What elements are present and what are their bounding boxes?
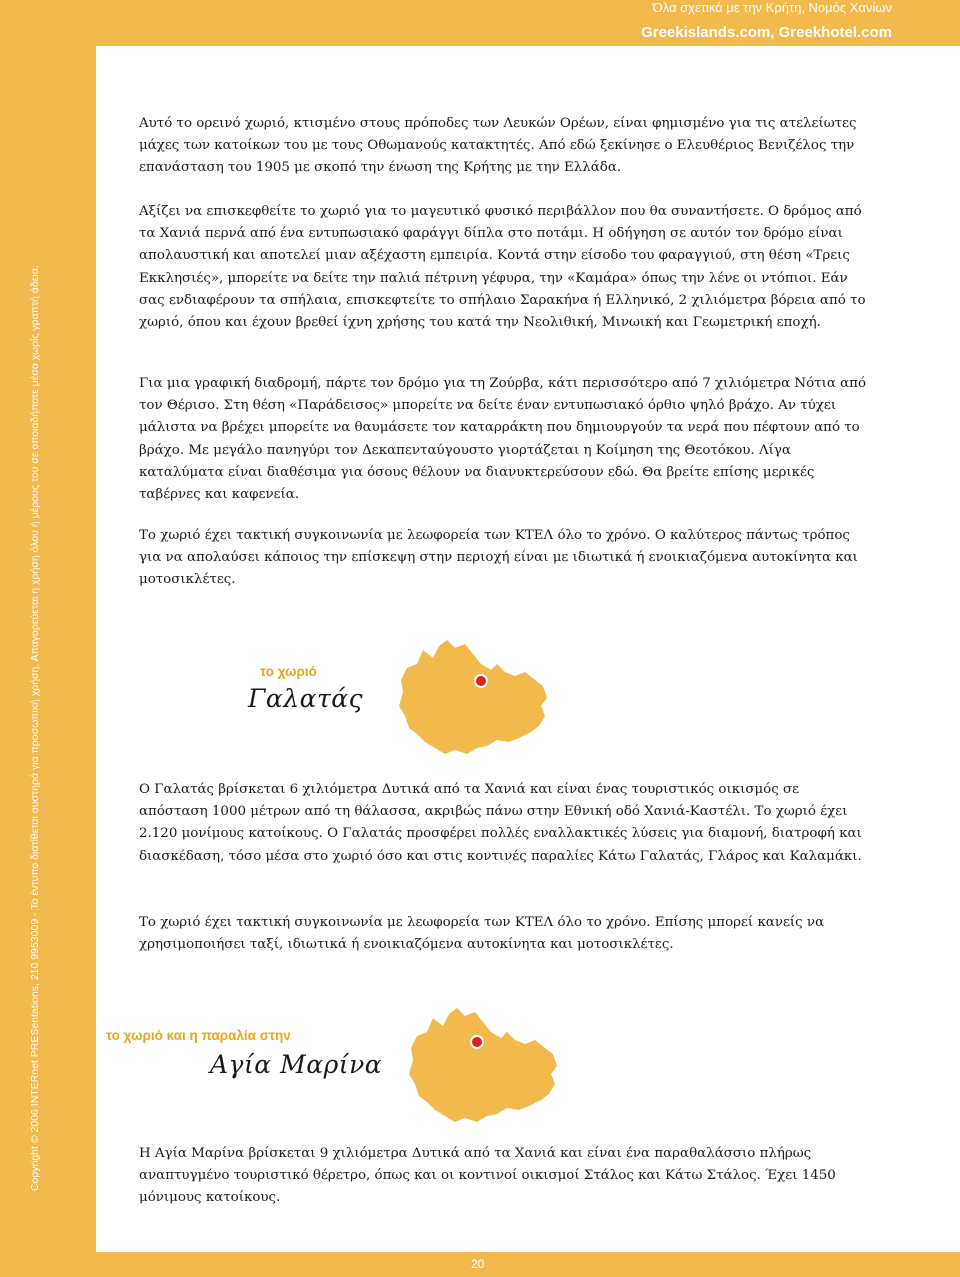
galatas-paragraph-2 [139, 912, 869, 956]
chania-region-shape [409, 1008, 557, 1122]
intro-paragraph-2 [139, 201, 869, 334]
paragraph-text: Το χωριό έχει τακτική συγκοινωνία με λεωφορεία των ΚΤΕΛ όλο το χρόνο. Ο καλύτερος πάντως τρόπος για να απολαύσει κάποιος την επίσκεψη στην περιοχή είναι με ιδιωτικά ή ενοικιαζόμενα αυτοκίνητα και μοτοσικλέτες. [139, 528, 858, 588]
location-marker-icon [475, 675, 487, 687]
agia-marina-title: Αγία Μαρίνα [210, 1050, 383, 1079]
paragraph-text: Η Αγία Μαρίνα βρίσκεται 9 χιλιόμετρα Δυτικά από τα Χανιά και είναι ένα παραθαλάσσιο πλήρως αναπτυγμένο τουριστικό θέρετρο, όπως και οι κοντινοί οικισμοί Στάλος και Κάτω Στάλος. Έχει 1450 μόνιμους κατοίκους. [139, 1146, 836, 1206]
paragraph-text: Για μια γραφική διαδρομή, πάρτε τον δρόμο για τη Ζούρβα, κάτι περισσότερο από 7 χιλιόμετρα Νότια από τον Θέρισο. Στη θέση «Παράδεισος» μπορείτε να δείτε έναν εντυπωσιακό όρθιο ψηλό βράχο. Αν τύχει μάλιστα να βρέχει μπορείτε να θαυμάσετε τον καταρράκτη που δημιουργούν τα νερά που πέφτουν από το βράχο. Με μεγάλο πανηγύρι τον Δεκαπενταύγουστο γιορτάζεται η Κοίμηση της Θεοτόκου. Λίγα καταλύματα είναι διαθέσιμα για όσους θέλουν να διανυκτερεύσουν εδώ. Θα βρείτε επίσης μερικές ταβέρνες και καφενεία. [139, 376, 867, 503]
chania-region-shape [399, 640, 547, 754]
paragraph-text: Ο Γαλατάς βρίσκεται 6 χιλιόμετρα Δυτικά από τα Χανιά και είναι ένας τουριστικός οικισμός σε απόσταση 1000 μέτρων από τη θάλασσα, ακριβώς πάνω στην Εθνική οδό Χανιά-Καστέλι. Το χωριό έχει 2.120 μονίμους κατοίκους. Ο Γαλατάς προσφέρει πολλές εναλλακτικές λύσεις για διαμονή, διατροφή και διασκέδαση, τόσο μέσα στο χωριό όσο και στις κοντινές παραλίες Κάτω Γαλατάς, Γλάρος και Καλαμάκι. [139, 782, 862, 864]
intro-paragraph-3 [139, 373, 869, 506]
paragraph-text: Αξίζει να επισκεφθείτε το χωριό για το μαγευτικό φυσικό περιβάλλον που θα συναντήσετε. Ο δρόμος από τα Χανιά περνά από ένα εντυπωσιακό φαράγγι δίπλα στο ποτάμι. Η οδήγηση σε αυτόν τον δρόμο είναι απολαυστική και αποτελεί μιαν αξέχαστη εμπειρία. Κοντά στην είσοδο του φαραγγιού, στη θέση «Τρεις Εκκλησιές», μπορείτε να δείτε την παλιά πέτρινη γέφυρα, την «Καμάρα» όπως την λένε οι ντόπιοι. Εάν σας ενδιαφέρουν τα σπήλαια, επισκεφτείτε το σπήλαιο Σαρακήνα ή Ελληνικό, 2 χιλιόμετρα βόρεια από το χωριό, όπου και έχουν βρεθεί ίχνη χρήσης του κατά την Νεολιθική, Μινωική και Γεωμετρική εποχή. [139, 204, 866, 331]
page-header [641, 0, 892, 43]
galatas-label-small: το χωριό [260, 664, 317, 679]
paragraph-text: Αυτό το ορεινό χωριό, κτισμένο στους πρόποδες των Λευκών Ορέων, είναι φημισμένο για τις ατελείωτες μάχες των κατοίκων του με τους Οθωμανούς κατακτητές. Από εδώ ξεκίνησε ο Ελευθέριος Βενιζέλος την επανάσταση του 1905 με σκοπό την ένωση της Κρήτης με την Ελλάδα. [139, 116, 857, 176]
header-tagline: Όλα σχετικά με την Κρήτη, Νομός Χανίων [652, 0, 892, 15]
paragraph-text: Το χωριό έχει τακτική συγκοινωνία με λεωφορεία των ΚΤΕΛ όλο το χρόνο. Επίσης μπορεί κανείς να χρησιμοποιήσει ταξί, ιδιωτικά ή ενοικιαζόμενα αυτοκίνητα και μοτοσικλέτες. [139, 915, 825, 953]
copyright-notice: Copyright © 2006 INTERnet PRESentations, 210 9953009 - Το έντυπο διατίθεται αυστηρά για προσωπική χρήση. Απαγορεύεται η χρήση όλου ή μέρους του σε οποιαδήποτε μέσο χωρίς γραπτή άδεια. [29, 265, 41, 1191]
agia-marina-label-small: το χωριό και η παραλία στην [106, 1028, 291, 1043]
location-marker-icon [471, 1036, 483, 1048]
intro-paragraph-1 [139, 113, 869, 180]
page-number: 20 [471, 1257, 485, 1271]
left-sidebar [0, 0, 96, 1277]
agia-marina-paragraph-1 [139, 1143, 869, 1210]
header-site-links: Greekislands.com, Greekhotel.com [641, 24, 892, 41]
galatas-map [395, 636, 555, 760]
intro-paragraph-4 [139, 525, 869, 592]
galatas-paragraph-1 [139, 779, 869, 868]
galatas-title: Γαλατάς [248, 684, 364, 713]
agia-marina-map [405, 1004, 565, 1128]
